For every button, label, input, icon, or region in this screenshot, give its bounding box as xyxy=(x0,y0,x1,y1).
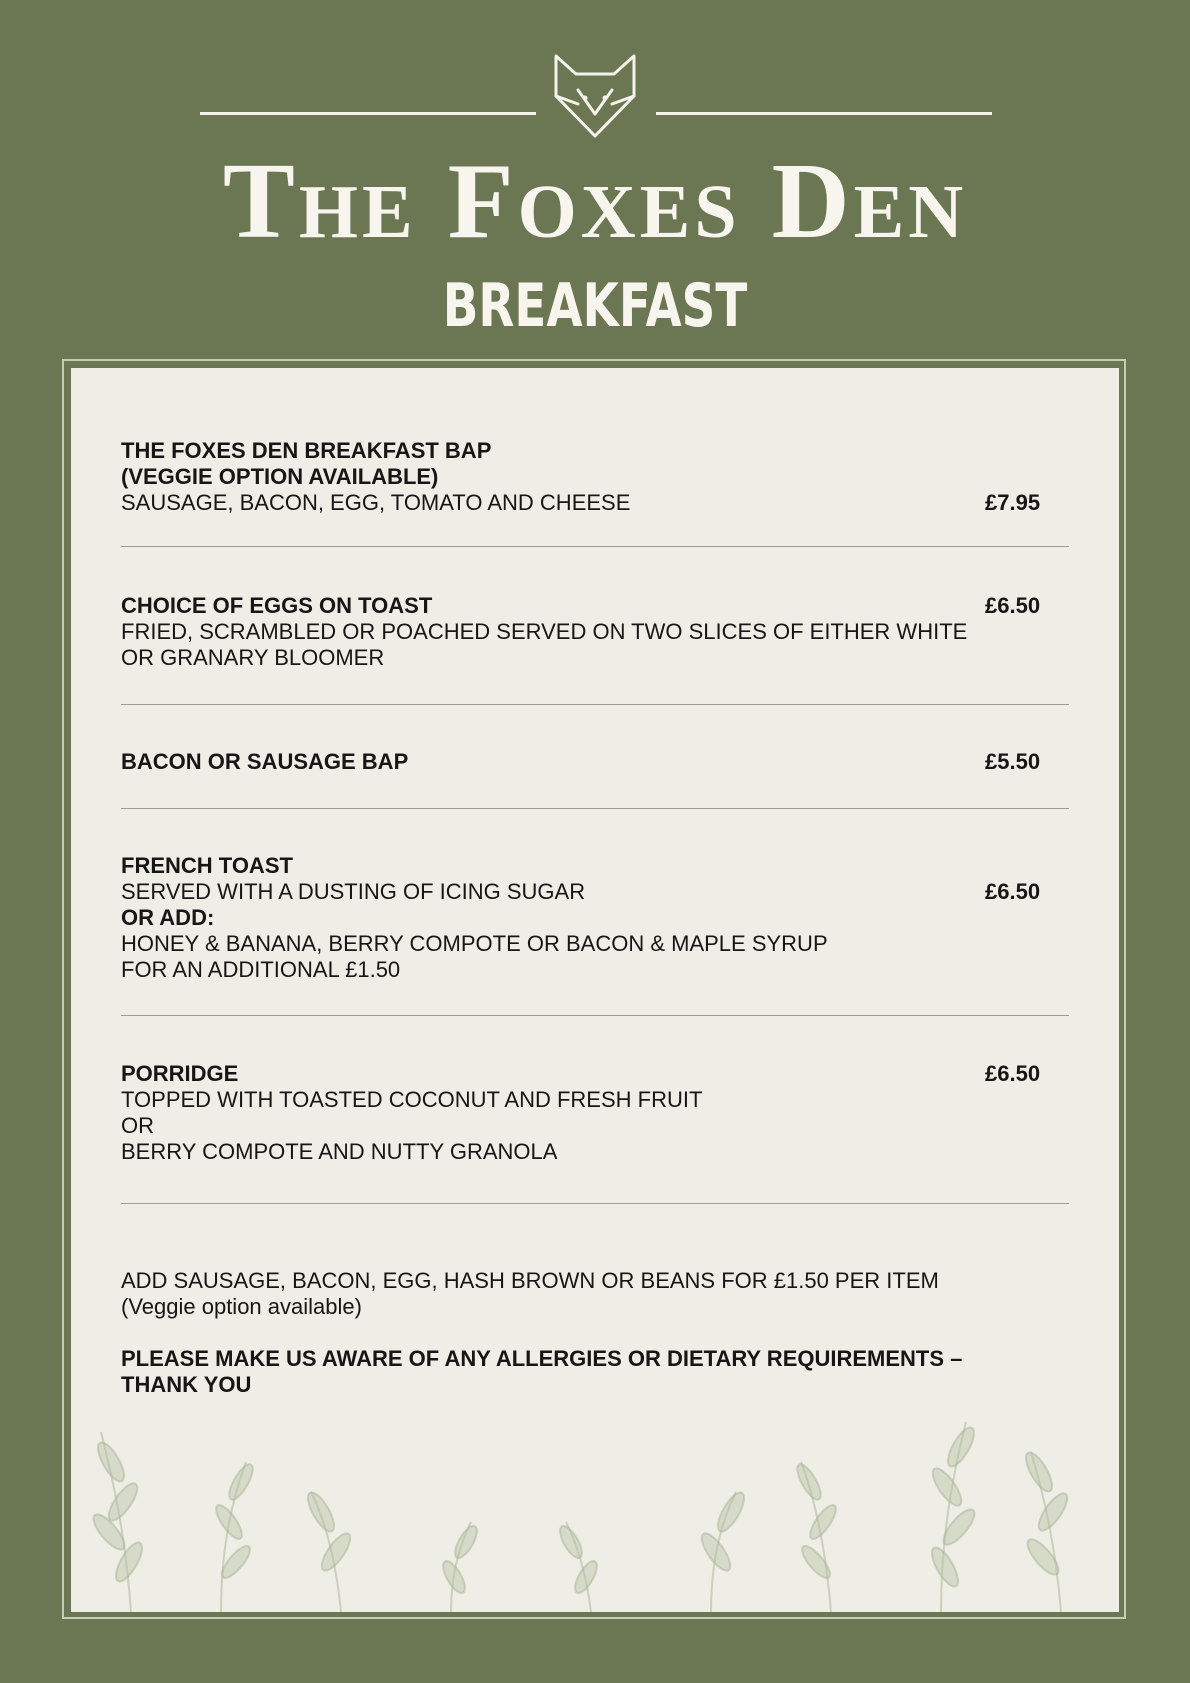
item-name: CHOICE OF EGGS ON TOAST xyxy=(121,593,433,618)
item-price-french-toast: £6.50 xyxy=(985,879,1041,904)
menu-item-eggs-on-toast xyxy=(121,593,1071,671)
menu-subtitle: BREAKFAST xyxy=(442,271,748,341)
item-description: SERVED WITH A DUSTING OF ICING SUGAR xyxy=(121,879,586,904)
divider xyxy=(121,808,1069,809)
item-price-bacon-sausage-bap: £5.50 xyxy=(985,749,1041,774)
item-description: FRIED, SCRAMBLED OR POACHED SERVED ON TWO SLICES OF EITHER WHITE xyxy=(121,619,968,644)
item-name: BACON OR SAUSAGE BAP xyxy=(121,749,409,774)
restaurant-title: The Foxes Den xyxy=(222,142,968,261)
divider xyxy=(121,704,1069,705)
item-extra: FOR AN ADDITIONAL £1.50 xyxy=(121,957,401,982)
item-description: OR xyxy=(121,1113,154,1138)
addons-veggie-line: (Veggie option available) xyxy=(121,1294,362,1319)
menu-panel xyxy=(71,368,1119,1612)
fox-head-icon xyxy=(552,52,638,140)
header-rule-left xyxy=(200,112,536,115)
header-rule-right xyxy=(656,112,992,115)
item-description: BERRY COMPOTE AND NUTTY GRANOLA xyxy=(121,1139,558,1164)
menu-item-french-toast xyxy=(121,853,1071,983)
item-description: TOPPED WITH TOASTED COCONUT AND FRESH FRUIT xyxy=(121,1087,703,1112)
menu-item-porridge xyxy=(121,1061,1071,1165)
item-extra-label: OR ADD: xyxy=(121,905,215,930)
item-name-note: (VEGGIE OPTION AVAILABLE) xyxy=(121,464,439,489)
item-description: OR GRANARY BLOOMER xyxy=(121,645,385,670)
item-name: FRENCH TOAST xyxy=(121,853,293,878)
allergy-line: PLEASE MAKE US AWARE OF ANY ALLERGIES OR DIETARY REQUIREMENTS – xyxy=(121,1346,963,1371)
divider xyxy=(121,1203,1069,1204)
item-extra: HONEY & BANANA, BERRY COMPOTE OR BACON & MAPLE SYRUP xyxy=(121,931,828,956)
item-price-breakfast-bap: £7.95 xyxy=(985,490,1041,515)
item-name: THE FOXES DEN BREAKFAST BAP xyxy=(121,438,492,463)
foliage-decoration xyxy=(71,1372,1119,1612)
addons-line: ADD SAUSAGE, BACON, EGG, HASH BROWN OR BEANS FOR £1.50 PER ITEM xyxy=(121,1268,939,1293)
divider xyxy=(121,546,1069,547)
item-name: PORRIDGE xyxy=(121,1061,239,1086)
item-description: SAUSAGE, BACON, EGG, TOMATO AND CHEESE xyxy=(121,490,631,515)
item-price-eggs-on-toast: £6.50 xyxy=(985,593,1041,618)
item-price-porridge: £6.50 xyxy=(985,1061,1041,1086)
addons-note xyxy=(121,1268,1021,1320)
menu-item-breakfast-bap xyxy=(121,438,1071,516)
allergy-thanks-line: THANK YOU xyxy=(121,1372,252,1397)
menu-item-bacon-sausage-bap xyxy=(121,749,1071,775)
divider xyxy=(121,1015,1069,1016)
